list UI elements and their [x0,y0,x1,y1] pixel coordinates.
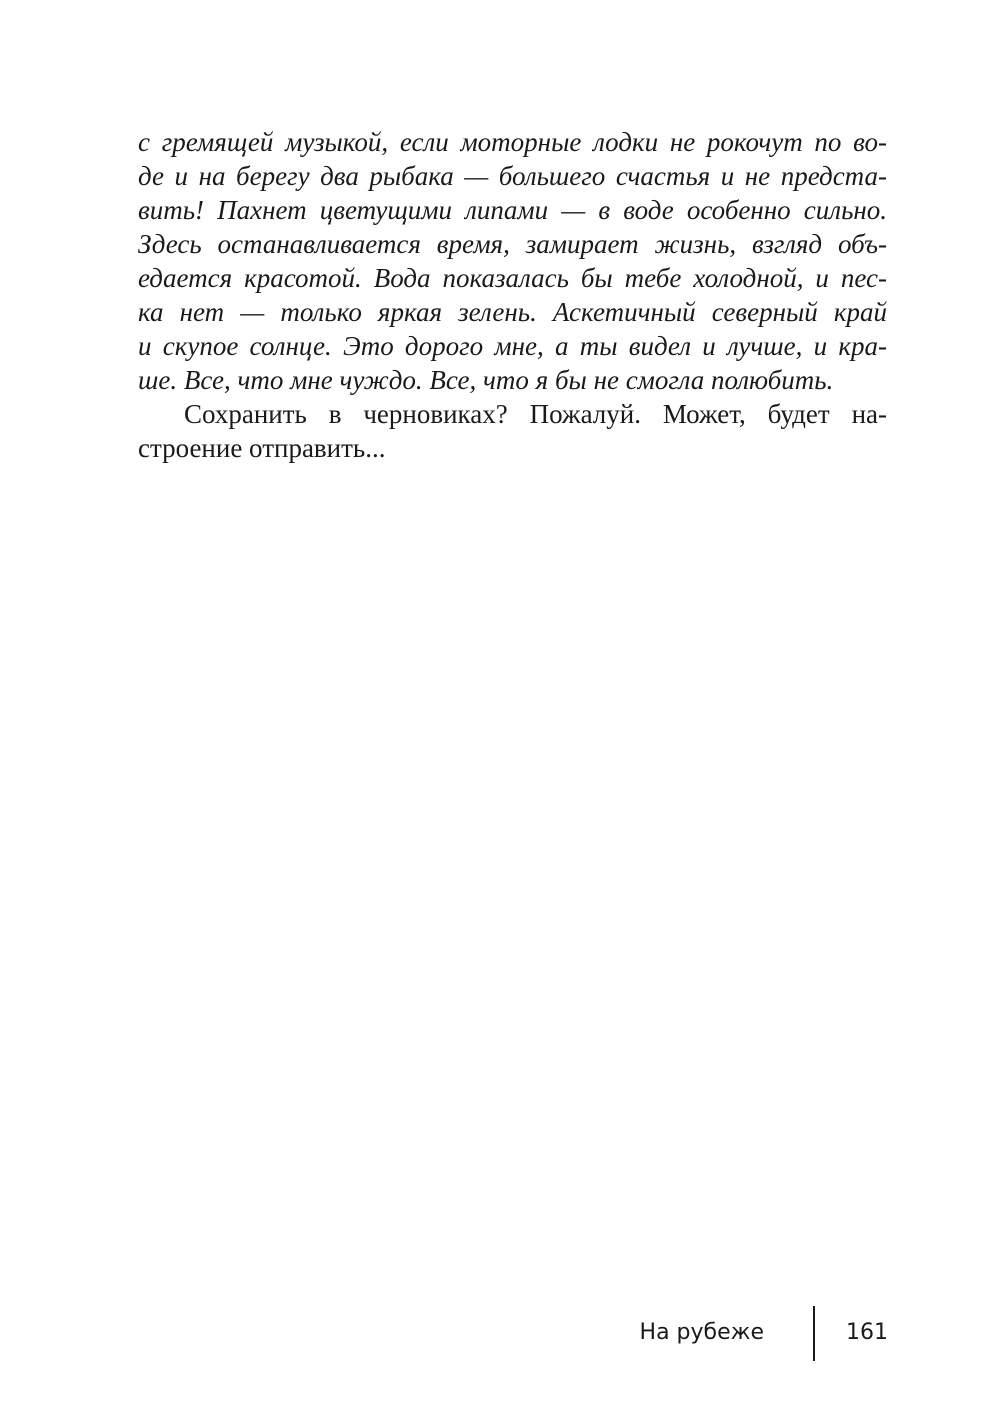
body-text [138,125,887,465]
text-line: Здесь останавливается время, замирает жизнь, взгляд объ- [138,229,887,259]
text-line: строение отправить... [138,433,386,463]
page-footer [0,1306,1005,1362]
italic-paragraph [138,125,887,397]
text-line: с гремящей музыкой, если моторные лодки не рокочут по во- [138,127,887,157]
footer-divider [813,1306,815,1361]
text-line: ка нет — только яркая зелень. Аскетичный северный край [138,297,887,327]
regular-paragraph [138,397,887,465]
page-number: 161 [846,1320,888,1345]
text-line: и скупое солнце. Это дорого мне, а ты видел и лучше, и кра- [138,331,887,361]
text-line: едается красотой. Вода показалась бы тебе холодной, и пес- [138,263,887,293]
text-line: де и на берегу два рыбака — большего счастья и не предста- [138,161,887,191]
running-title: На рубеже [639,1320,764,1345]
text-line: Сохранить в черновиках? Пожалуй. Может, будет на- [184,399,887,429]
text-line: ше. Все, что мне чуждо. Все, что я бы не смогла полюбить. [138,365,834,395]
text-line: вить! Пахнет цветущими липами — в воде особенно сильно. [138,195,887,225]
